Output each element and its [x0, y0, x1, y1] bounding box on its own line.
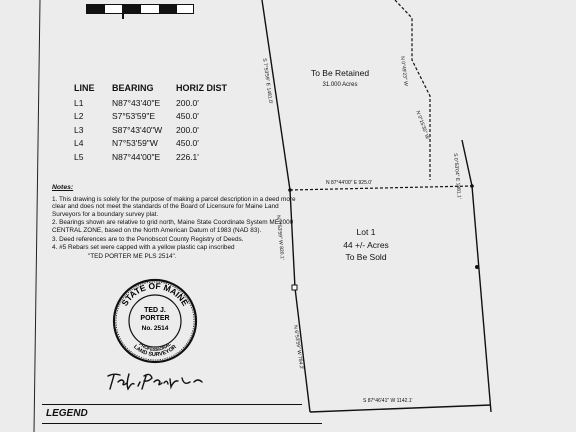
rebar-marker [288, 188, 292, 192]
line-id: L2 [74, 111, 84, 121]
seal-bottom-text: LAND SURVEYOR [132, 344, 178, 359]
south-boundary [310, 405, 491, 412]
header-bearing: BEARING [112, 83, 154, 93]
rebar-marker [475, 265, 479, 269]
lot-1-label [336, 226, 396, 264]
west-boundary-lower [290, 190, 310, 412]
lot-name: Lot 1 [356, 227, 376, 237]
note-inscription: "TED PORTER ME PLS 2514". [88, 252, 177, 260]
seal-name-line2: PORTER [140, 315, 170, 322]
label-south: S 87°46'41" W 1142.1' [363, 398, 413, 404]
bearing-value: S7°53'59"E [112, 111, 156, 121]
note-item: 3. Deed references are to the Penobscot County Registry of Deeds. [52, 235, 244, 243]
header-line: LINE [74, 83, 95, 93]
label-east-lower: S 0°53'04" E 1881.1' [452, 153, 462, 200]
label-west-upper: S 7°53'59" E 1481.0' [261, 58, 274, 105]
seal-license-number: No. 2514 [141, 325, 169, 332]
line-id: L3 [74, 124, 84, 135]
label-west-middle: N 7°53'59" W 820.1' [275, 215, 285, 260]
label-division: N 87°44'00" E 925.0' [326, 180, 372, 186]
label-west-lower: N 6°53'59" W 784.2' [292, 325, 305, 371]
label-east-upper: N 0°49'23" W [399, 56, 409, 87]
lot-acres: 44 +/- Acres [343, 239, 389, 250]
distance-value: 226.1' [176, 151, 199, 162]
retained-title: To Be Retained [310, 68, 370, 78]
east-boundary-upper [395, 0, 430, 180]
retained-acres: 31.000 Acres [322, 82, 358, 88]
rebar-marker [292, 285, 297, 290]
distance-value: 200.0' [176, 97, 199, 108]
retained-parcel-label [304, 68, 376, 88]
seal-professional-text: PROFESSIONAL [138, 341, 172, 353]
legend-title: LEGEND [46, 408, 88, 419]
bearing-value: N87°43'40"E [112, 97, 161, 108]
note-item: 1. This drawing is solely for the purpose of making a parcel description in a deed more clear and does not meet the standards of the Board of Licensure for Maine Land Surveyors for a boundary survey plat. [52, 195, 296, 218]
distance-value: 450.0' [176, 111, 199, 121]
note-item: 2. Bearings shown are relative to grid north, Maine State Coordinate System ME2000 CENTRAL ZONE, based on the North American Datum of 1983 (NAD 83). [52, 219, 294, 234]
distance-value: 450.0' [176, 138, 199, 148]
line-id: L4 [74, 138, 84, 148]
label-east-upper-2: N 0°15'35" W [414, 110, 431, 141]
sheet-border-left [34, 0, 40, 432]
division-line [290, 186, 472, 190]
header-horiz-dist: HORIZ DIST [176, 83, 227, 93]
line-id: L1 [74, 97, 84, 108]
seal-top-text: STATE OF MAINE [119, 280, 191, 308]
bearing-value: N7°53'59"W [112, 138, 158, 148]
bearing-value: S87°43'40"W [112, 124, 163, 135]
seal-name-line1: TED J. [144, 307, 166, 314]
rebar-marker [470, 184, 474, 188]
note-item: 4. #5 Rebars set were capped with a yellow plastic cap inscribed [52, 244, 235, 252]
east-boundary-lower [462, 140, 491, 412]
line-id: L5 [74, 151, 84, 162]
bearing-value: N87°44'00"E [112, 151, 161, 162]
distance-value: 200.0' [176, 124, 199, 135]
notes-title: Notes: [52, 184, 74, 191]
lot-status: To Be Sold [345, 252, 387, 262]
